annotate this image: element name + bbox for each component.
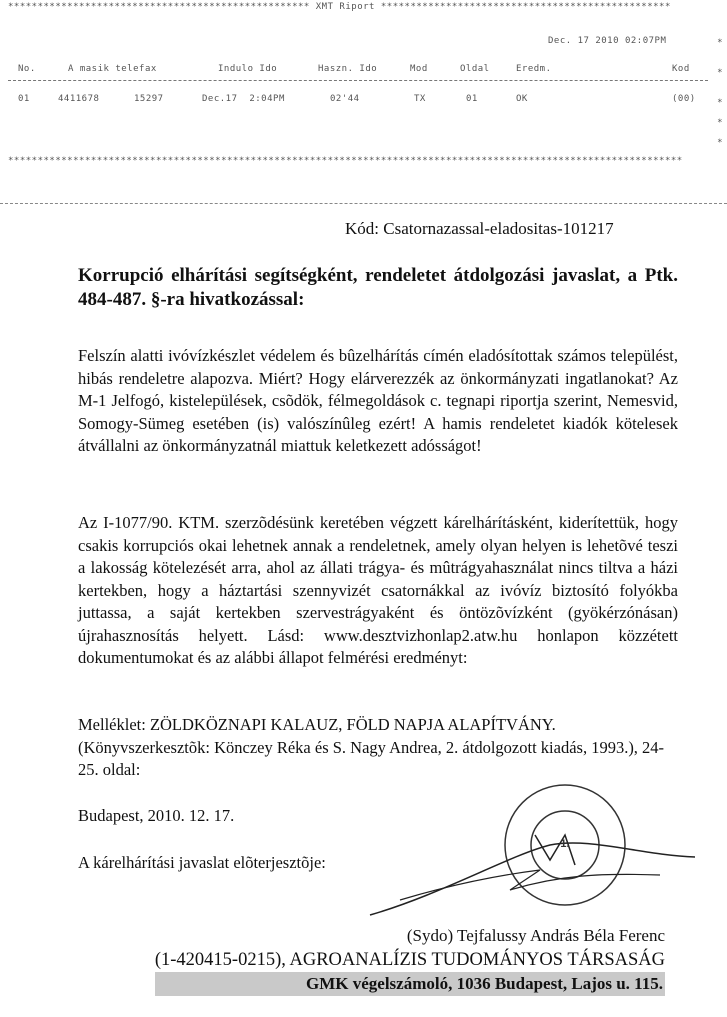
paragraph-2: Az I-1077/90. KTM. szerzõdésünk keretében végzett kárelhárításként, kiderítettük, hogy csakis korrupciós okai lehetnek annak a rendeletnek, amely olyan helyen is lehetõvé teszi a lakosság kötelezését arra, ahol az állati trágya- és mûtrágyahasználat nincs tiltva a házi kertekben, hogy a háztartási szennyvizét csatornákkal az ivóvíz biztosító folyókba juttassa, a saját kertekben szervestrágyaként és öntözõvízként (gyökérzónásan) újrahasznosítás helyett. Lásd: www.desztvizhonlap2.atw.hu honlapon közzétett dokumentumokat és az alábbi állapot felmérési eredményt: [78, 513, 678, 667]
fax-col-code: Kod [672, 64, 690, 74]
page-separator [0, 203, 727, 204]
fax-star-edge: * [717, 118, 723, 128]
proposer-label: A kárelhárítási javaslat elõterjesztõje: [78, 853, 326, 872]
document-date: Budapest, 2010. 12. 17. [78, 806, 235, 825]
stamp-number: 1. [560, 838, 570, 850]
paragraph-1: Felszín alatti ivóvízkészlet védelem és bûzelhárítás címén eladósítottak számos települést, hibás rendeletre alapozva. Miért? Hogy elárverezzék az önkormányzati ingatlanokat? Az M-1 Jelfogó, kistelepülések, csõdök, félmegoldások c. tegnapi riportja szerint, Nemesvid, Somogy-Sümeg esetében (is) valószínûleg ezért! A hamis rendeletet kiadók kötelesek átvállalni az önkormányzatnál miattuk keletkezett adósságot! [78, 346, 678, 455]
fax-cell-no: 01 [18, 94, 30, 104]
fax-col-no: No. [18, 64, 36, 74]
fax-col-remote: A masik telefax [68, 64, 157, 74]
signature-name: (Sydo) Tejfalussy András Béla Ferenc [406, 926, 665, 945]
signature-block [155, 924, 665, 996]
fax-star-edge: * [717, 38, 723, 48]
signature-organization: (1-420415-0215), AGROANALÍZIS TUDOMÁNYOS TÁRSASÁG [154, 950, 665, 970]
fax-cell-code: (00) [672, 94, 696, 104]
fax-col-duration: Haszn. Ido [318, 64, 378, 74]
fax-banner: *************************************************** XMT Riport ************************************************* [8, 2, 671, 12]
signature-address: GMK végelszámoló, 1036 Budapest, Lajos u. 115. [155, 972, 665, 996]
fax-footer-stars: ****************************************************************************************************************** [8, 156, 683, 166]
fax-col-pages: Oldal [460, 64, 490, 74]
signature-stroke [400, 870, 660, 900]
fax-cell-remote: 4411678 [58, 94, 100, 104]
paragraph-attachment: Melléklet: ZÖLDKÖZNAPI KALAUZ, FÖLD NAPJA ALAPÍTVÁNY. (Könyvszerkesztõk: Könczey Réka és S. Nagy Andrea, 2. átdolgozott kiadás, 1993.), 24-25. oldal: [78, 715, 665, 779]
fax-transmission-header [0, 0, 727, 190]
fax-cell-pages: 01 [466, 94, 478, 104]
organization-stamp-and-signature [360, 775, 700, 935]
fax-cell-result: OK [516, 94, 528, 104]
document-title: Korrupció elhárítási segítségként, rendeletet átdolgozási javaslat, a Ptk. 484-487. §-ra hivatkozással: [78, 265, 678, 310]
fax-datetime: Dec. 17 2010 02:07PM [548, 36, 667, 46]
fax-cell-start: Dec.17 2:04PM [202, 94, 285, 104]
fax-col-result: Eredm. [516, 64, 552, 74]
document-code: Kód: Csatornazassal-eladositas-101217 [345, 219, 614, 238]
fax-divider [8, 80, 708, 81]
fax-star-edge: * [717, 68, 723, 78]
fax-cell-duration: 02'44 [330, 94, 360, 104]
fax-cell-id: 15297 [134, 94, 164, 104]
fax-star-edge: * [717, 138, 723, 148]
fax-col-start: Indulo Ido [218, 64, 278, 74]
fax-col-mode: Mod [410, 64, 428, 74]
fax-star-edge: * [717, 98, 723, 108]
fax-cell-mode: TX [414, 94, 426, 104]
